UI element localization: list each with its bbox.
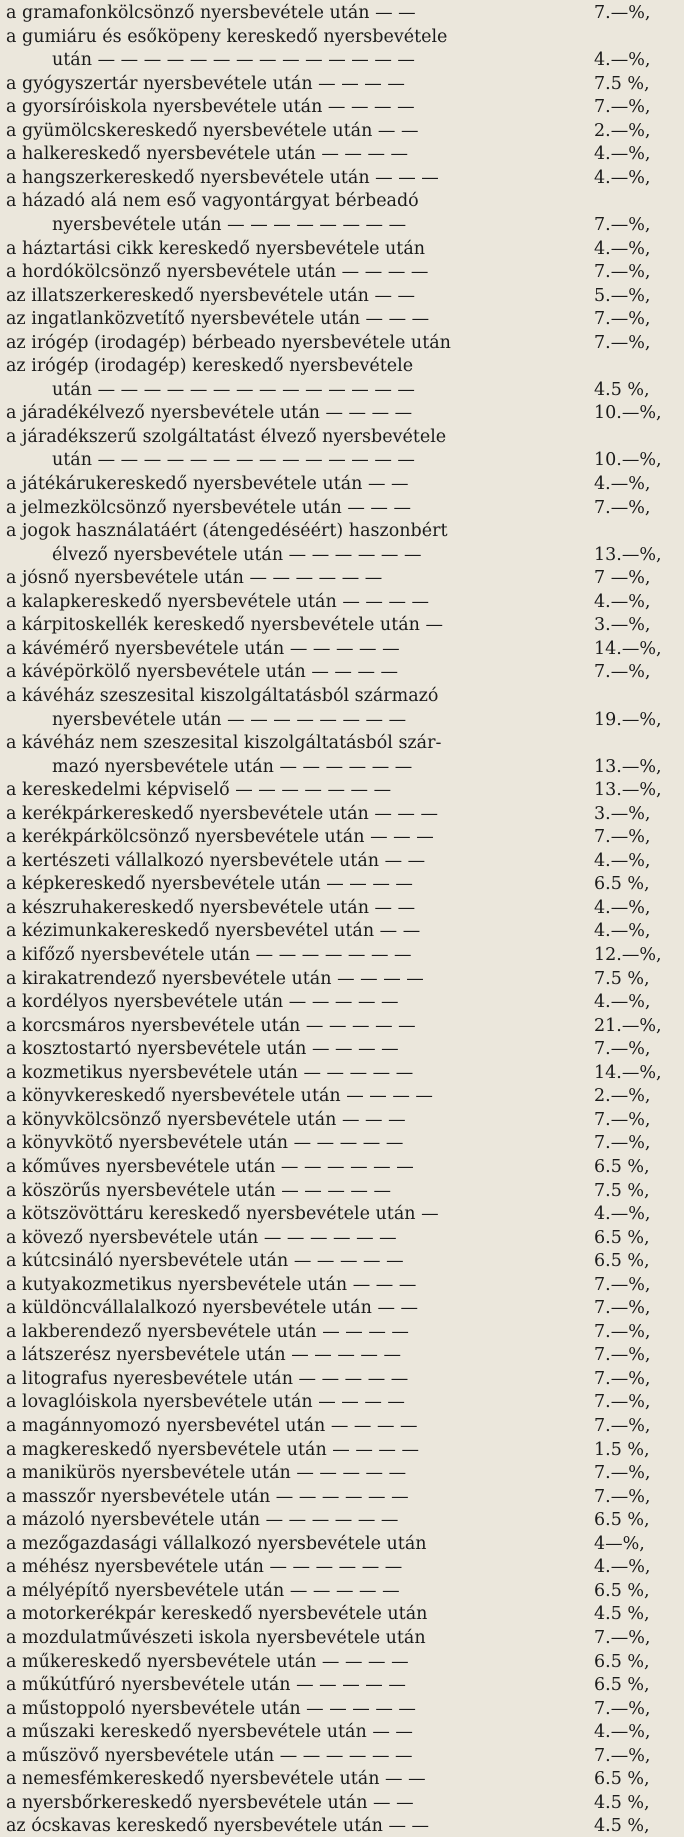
rate-line bbox=[6, 261, 678, 283]
rate-value: 4.5 %, bbox=[594, 379, 650, 400]
rate-label: a kosztostartó nyersbevétele után — — — — bbox=[6, 1039, 399, 1060]
rate-value: 7.—%, bbox=[594, 1698, 651, 1719]
rate-label: a mozdulatművészeti iskola nyersbevétele után bbox=[6, 1627, 426, 1648]
rate-value: 5.—%, bbox=[594, 285, 651, 306]
rate-value: 4.5 %, bbox=[594, 1792, 650, 1813]
rate-line bbox=[6, 1085, 678, 1107]
rate-line bbox=[6, 1603, 678, 1625]
rate-line bbox=[6, 520, 678, 542]
rate-line bbox=[6, 850, 678, 872]
rate-label: a halkereskedő nyersbevétele után — — — — bbox=[6, 144, 409, 165]
rate-value: 7.—%, bbox=[594, 214, 651, 235]
rate-label: a lovaglóiskola nyersbevétele után — — — — bbox=[6, 1392, 405, 1413]
rate-line bbox=[6, 1297, 678, 1319]
rate-label: a hordókölcsönző nyersbevétele után — — — — bbox=[6, 262, 429, 283]
rate-label: a műkereskedő nyersbevétele után — — — — bbox=[6, 1651, 409, 1672]
rate-value: 7.—%, bbox=[594, 3, 651, 23]
rate-line bbox=[6, 1203, 678, 1225]
rate-label: a kútcsináló nyersbevétele után — — — — — bbox=[6, 1251, 404, 1272]
rate-label: a gyógyszertár nyersbevétele után — — — — bbox=[6, 73, 405, 94]
rate-line bbox=[6, 732, 678, 754]
rate-value: 4.5 %, bbox=[594, 1604, 650, 1625]
rate-value: 4.—%, bbox=[594, 144, 651, 165]
rate-label: a kőműves nyersbevétele után — — — — — — bbox=[6, 1156, 414, 1177]
rate-value: 7.—%, bbox=[594, 1039, 651, 1060]
rate-value: 7.—%, bbox=[594, 1109, 651, 1130]
rate-label: a könyvkötő nyersbevétele után — — — — — bbox=[6, 1133, 404, 1154]
rate-value: 7.—%, bbox=[594, 1392, 651, 1413]
rate-label: a kézimunkakereskedő nyersbevétel után — — bbox=[6, 921, 421, 942]
rate-value: 6.5 %, bbox=[594, 1675, 650, 1696]
rate-value: 7.5 %, bbox=[594, 1180, 650, 1201]
rate-value: 6.5 %, bbox=[594, 1651, 650, 1672]
rate-value: 4.5 %, bbox=[594, 1816, 650, 1837]
rate-label: a nyersbőrkereskedő nyersbevétele után — — bbox=[6, 1792, 414, 1813]
rate-line bbox=[6, 1227, 678, 1249]
rate-label: után — — — — — — — — — — — — — — bbox=[52, 450, 415, 471]
rate-value: 7.—%, bbox=[594, 1321, 651, 1342]
rate-label: a köszörűs nyersbevétele után — — — — — bbox=[6, 1180, 391, 1201]
rate-label: a kertészeti vállalkozó nyersbevétele után — — bbox=[6, 850, 426, 871]
rate-line bbox=[6, 1274, 678, 1296]
rate-value: 4.—%, bbox=[594, 50, 651, 71]
rate-label: a képkereskedő nyersbevétele után — — — — bbox=[6, 874, 413, 895]
rate-label: a kutyakozmetikus nyersbevétele után — — — bbox=[6, 1274, 417, 1295]
rate-line bbox=[6, 685, 678, 707]
rate-label: a magkereskedő nyersbevétele után — — — — bbox=[6, 1439, 419, 1460]
rate-label: a kövező nyersbevétele után — — — — — — bbox=[6, 1227, 397, 1248]
rate-label: mazó nyersbevétele után — — — — — — bbox=[52, 756, 413, 777]
rate-value: 19.—%, bbox=[594, 709, 662, 730]
rate-value: 6.5 %, bbox=[594, 874, 650, 895]
rate-line bbox=[6, 614, 678, 636]
rate-line bbox=[6, 96, 678, 118]
rate-line bbox=[6, 1462, 678, 1484]
rate-line bbox=[6, 1698, 678, 1720]
rate-line bbox=[6, 1651, 678, 1673]
rate-line bbox=[6, 238, 678, 260]
rate-value: 4.—%, bbox=[594, 992, 651, 1013]
rate-line bbox=[6, 143, 678, 165]
rate-value: 4.—%, bbox=[594, 1722, 651, 1743]
rate-line bbox=[6, 73, 678, 95]
rate-line bbox=[6, 826, 678, 848]
rate-label: a nemesfémkereskedő nyersbevétele után — — bbox=[6, 1769, 426, 1790]
rate-line bbox=[6, 190, 678, 212]
rate-value: 6.5 %, bbox=[594, 1580, 650, 1601]
rate-value: 7.—%, bbox=[594, 1345, 651, 1366]
rate-line bbox=[6, 1627, 678, 1649]
rate-line bbox=[6, 497, 678, 519]
rate-value: 7.—%, bbox=[594, 662, 651, 683]
rate-value: 7.—%, bbox=[594, 97, 651, 118]
rate-value: 21.—%, bbox=[594, 1015, 662, 1036]
rate-value: 7.—%, bbox=[594, 1416, 651, 1436]
rate-line bbox=[6, 426, 678, 448]
rate-label: a kávéház nem szeszesital kiszolgáltatásból szár- bbox=[6, 733, 442, 754]
rate-line bbox=[6, 214, 678, 236]
rate-value: 7 —%, bbox=[594, 568, 651, 589]
rate-label: az irógép (irodagép) kereskedő nyersbevétele bbox=[6, 356, 414, 377]
rate-line bbox=[6, 1745, 678, 1767]
rate-value: 7.—%, bbox=[594, 1486, 651, 1507]
rate-label: a motorkerékpár kereskedő nyersbevétele után bbox=[6, 1604, 428, 1625]
rate-line bbox=[6, 1391, 678, 1413]
rate-value: 13.—%, bbox=[594, 780, 662, 801]
rate-label: a kötszövöttáru kereskedő nyersbevétele után — bbox=[6, 1204, 439, 1225]
rate-line bbox=[6, 332, 678, 354]
rate-label: nyersbevétele után — — — — — — — — bbox=[52, 214, 407, 235]
rate-value: 4.—%, bbox=[594, 591, 651, 612]
rate-value: 7.—%, bbox=[594, 827, 651, 848]
rate-label: a kávépörkölő nyersbevétele után — — — — bbox=[6, 662, 399, 683]
rate-label: a kerékpárkereskedő nyersbevétele után — — — bbox=[6, 803, 438, 824]
rate-value: 7.—%, bbox=[594, 262, 651, 283]
rate-value: 6.5 %, bbox=[594, 1227, 650, 1248]
rate-label: a játékárukereskedő nyersbevétele után — — bbox=[6, 474, 409, 494]
rate-line bbox=[6, 1132, 678, 1154]
rate-line bbox=[6, 26, 678, 48]
rate-label: a kávémérő nyersbevétele után — — — — — bbox=[6, 638, 400, 659]
rate-label: a küldöncvállalalkozó nyersbevétele után — — bbox=[6, 1298, 419, 1319]
rate-value: 3.—%, bbox=[594, 615, 651, 636]
rate-label: a kávéház szeszesital kiszolgáltatásból származó bbox=[6, 685, 439, 706]
rate-label: a műstoppoló nyersbevétele után — — — — — bbox=[6, 1698, 416, 1719]
rate-value: 4.—%, bbox=[594, 897, 651, 918]
rate-label: után — — — — — — — — — — — — — — bbox=[52, 379, 415, 400]
rate-label: a műkútfúró nyersbevétele után — — — — — bbox=[6, 1675, 406, 1696]
rate-label: a magánnyomozó nyersbevétel után — — — — bbox=[6, 1416, 418, 1436]
rate-label: a hangszerkereskedő nyersbevétele után — — — bbox=[6, 167, 439, 188]
rate-label: a műszövő nyersbevétele után — — — — — — bbox=[6, 1745, 413, 1766]
rate-label: a lakberendező nyersbevétele után — — — — bbox=[6, 1321, 409, 1342]
rate-value: 4—%, bbox=[594, 1533, 645, 1554]
rate-line bbox=[6, 803, 678, 825]
rate-label: a kalapkereskedő nyersbevétele után — — — — bbox=[6, 591, 430, 612]
rate-label: a háztartási cikk kereskedő nyersbevétele után bbox=[6, 238, 426, 259]
rate-line bbox=[6, 1015, 678, 1037]
rate-label: a könyvkereskedő nyersbevétele után — — — — bbox=[6, 1086, 433, 1107]
rate-label: a mélyépítő nyersbevétele után — — — — — bbox=[6, 1580, 400, 1601]
rate-label: a kereskedelmi képviselő — — — — — — — bbox=[6, 780, 392, 801]
rate-value: 3.—%, bbox=[594, 803, 651, 824]
rate-label: a kozmetikus nyersbevétele után — — — — — bbox=[6, 1062, 414, 1083]
rate-value: 7.5 %, bbox=[594, 73, 650, 94]
rate-line bbox=[6, 1486, 678, 1508]
rate-line bbox=[6, 1580, 678, 1602]
rate-value: 7.—%, bbox=[594, 1298, 651, 1319]
rate-label: a litografus nyeresbevétele után — — — — — bbox=[6, 1368, 409, 1389]
rate-line bbox=[6, 991, 678, 1013]
rate-value: 4.—%, bbox=[594, 238, 651, 259]
rate-line bbox=[6, 1109, 678, 1131]
rate-line bbox=[6, 1250, 678, 1272]
rate-value: 6.5 %, bbox=[594, 1156, 650, 1177]
rate-label: a gyümölcskereskedő nyersbevétele után — — bbox=[6, 120, 419, 141]
rate-value: 4.—%, bbox=[594, 1557, 651, 1578]
rate-value: 7.—%, bbox=[594, 497, 651, 518]
rate-line bbox=[6, 379, 678, 401]
rate-label: a házadó alá nem eső vagyontárgyat bérbeadó bbox=[6, 191, 419, 212]
rate-line bbox=[6, 873, 678, 895]
rate-label: az illatszerkereskedő nyersbevétele után — — bbox=[6, 285, 416, 306]
rate-line bbox=[6, 1792, 678, 1814]
rate-label: a gyorsíróiskola nyersbevétele után — — — — bbox=[6, 97, 415, 118]
rate-line bbox=[6, 544, 678, 566]
rate-value: 10.—%, bbox=[594, 450, 662, 471]
rate-value: 6.5 %, bbox=[594, 1510, 650, 1531]
rate-label: az ingatlanközvetítő nyersbevétele után — — — bbox=[6, 309, 430, 330]
rate-value: 12.—%, bbox=[594, 945, 662, 965]
rate-line bbox=[6, 1368, 678, 1390]
rate-line bbox=[6, 1180, 678, 1202]
rate-label: az ócskavas kereskedő nyersbevétele után — — bbox=[6, 1816, 430, 1837]
rate-line bbox=[6, 920, 678, 942]
rate-line bbox=[6, 756, 678, 778]
rate-line bbox=[6, 1321, 678, 1343]
rate-label: a kordélyos nyersbevétele után — — — — — bbox=[6, 992, 399, 1013]
rate-label: a masszőr nyersbevétele után — — — — — — bbox=[6, 1486, 409, 1507]
rate-label: a gumiáru és esőköpeny kereskedő nyersbevétele bbox=[6, 26, 448, 47]
rate-line bbox=[6, 1038, 678, 1060]
rate-label: a járadékszerű szolgáltatást élvező nyersbevétele bbox=[6, 426, 447, 447]
rate-line bbox=[6, 120, 678, 142]
rate-value: 14.—%, bbox=[594, 638, 662, 659]
rate-label: a látszerész nyersbevétele után — — — — — bbox=[6, 1345, 401, 1366]
rate-value: 4.—%, bbox=[594, 850, 651, 871]
rate-value: 7.—%, bbox=[594, 309, 651, 330]
rate-value: 7.—%, bbox=[594, 1463, 651, 1484]
rate-value: 7.—%, bbox=[594, 1133, 651, 1154]
rate-line bbox=[6, 897, 678, 919]
rate-line bbox=[6, 1815, 678, 1837]
rate-label: a manikürös nyersbevétele után — — — — — bbox=[6, 1463, 407, 1484]
rate-label: a jelmezkölcsönző nyersbevétele után — — — bbox=[6, 497, 411, 518]
rate-value: 1.5 %, bbox=[594, 1439, 650, 1460]
rate-line bbox=[6, 1509, 678, 1531]
rate-line bbox=[6, 709, 678, 731]
rate-label: a mezőgazdasági vállalkozó nyersbevétele után bbox=[6, 1533, 427, 1554]
rate-label: a műszaki kereskedő nyersbevétele után — — bbox=[6, 1722, 413, 1743]
rate-value: 4.—%, bbox=[594, 474, 651, 494]
rate-value: 4.—%, bbox=[594, 921, 651, 942]
rate-value: 7.—%, bbox=[594, 1627, 651, 1648]
rate-line bbox=[6, 1156, 678, 1178]
rate-label: a kárpitoskellék kereskedő nyersbevétele után — bbox=[6, 615, 443, 636]
rate-line bbox=[6, 1674, 678, 1696]
rate-value: 2.—%, bbox=[594, 1086, 651, 1107]
rate-label: a mázoló nyersbevétele után — — — — — — bbox=[6, 1510, 399, 1531]
rate-value: 7.—%, bbox=[594, 1274, 651, 1295]
rate-value: 7.—%, bbox=[594, 1368, 651, 1389]
rate-label: a kirakatrendező nyersbevétele után — — — — bbox=[6, 968, 424, 989]
rate-line bbox=[6, 567, 678, 589]
rate-line bbox=[6, 402, 678, 424]
rate-line bbox=[6, 285, 678, 307]
rate-value: 2.—%, bbox=[594, 120, 651, 141]
rate-label: a jósnő nyersbevétele után — — — — — — bbox=[6, 568, 383, 589]
rate-label: a könyvkölcsönző nyersbevétele után — — — bbox=[6, 1109, 406, 1130]
rate-label: a kifőző nyersbevétele után — — — — — — — bbox=[6, 945, 412, 965]
rate-line bbox=[6, 308, 678, 330]
rate-line bbox=[6, 1439, 678, 1461]
rate-label: a jogok használatáért (átengedéséért) haszonbért bbox=[6, 521, 448, 542]
rate-line bbox=[6, 1415, 678, 1437]
rate-value: 10.—%, bbox=[594, 403, 662, 424]
rate-value: 6.5 %, bbox=[594, 1769, 650, 1790]
rate-line bbox=[6, 355, 678, 377]
rate-line bbox=[6, 779, 678, 801]
rate-label: a kerékpárkölcsönző nyersbevétele után — — — bbox=[6, 827, 434, 848]
rate-label: a gramafonkölcsönző nyersbevétele után — — bbox=[6, 3, 416, 23]
rate-line bbox=[6, 591, 678, 613]
rate-line bbox=[6, 638, 678, 660]
rate-label: élvező nyersbevétele után — — — — — — bbox=[52, 544, 422, 565]
rate-line bbox=[6, 2, 678, 24]
rate-label: nyersbevétele után — — — — — — — — bbox=[52, 709, 407, 730]
rate-line bbox=[6, 449, 678, 471]
rate-line bbox=[6, 1344, 678, 1366]
rate-value: 13.—%, bbox=[594, 756, 662, 777]
rate-line bbox=[6, 473, 678, 495]
rate-line bbox=[6, 1768, 678, 1790]
rate-label: a méhész nyersbevétele után — — — — — — bbox=[6, 1557, 403, 1578]
rate-label: a készruhakereskedő nyersbevétele után — — bbox=[6, 897, 416, 918]
rate-value: 6.5 %, bbox=[594, 1251, 650, 1272]
rate-value: 4.—%, bbox=[594, 167, 651, 188]
rate-label: a korcsmáros nyersbevétele után — — — — — bbox=[6, 1015, 416, 1036]
rate-line bbox=[6, 49, 678, 71]
rate-value: 14.—%, bbox=[594, 1062, 662, 1083]
rate-line bbox=[6, 1556, 678, 1578]
rate-label: az irógép (irodagép) bérbeado nyersbevétele után bbox=[6, 332, 451, 353]
rate-line bbox=[6, 968, 678, 990]
rate-label: után — — — — — — — — — — — — — — bbox=[52, 50, 415, 71]
rate-line bbox=[6, 1062, 678, 1084]
rate-line bbox=[6, 167, 678, 189]
rate-value: 4.—%, bbox=[594, 1204, 651, 1225]
rate-value: 7.—%, bbox=[594, 1745, 651, 1766]
rate-line bbox=[6, 1721, 678, 1743]
rate-line bbox=[6, 1533, 678, 1555]
rate-label: a járadékélvező nyersbevétele után — — — — bbox=[6, 403, 413, 424]
rate-line bbox=[6, 944, 678, 966]
rate-value: 7.5 %, bbox=[594, 968, 650, 989]
rate-line bbox=[6, 661, 678, 683]
rate-value: 7.—%, bbox=[594, 332, 651, 353]
rate-value: 13.—%, bbox=[594, 544, 662, 565]
